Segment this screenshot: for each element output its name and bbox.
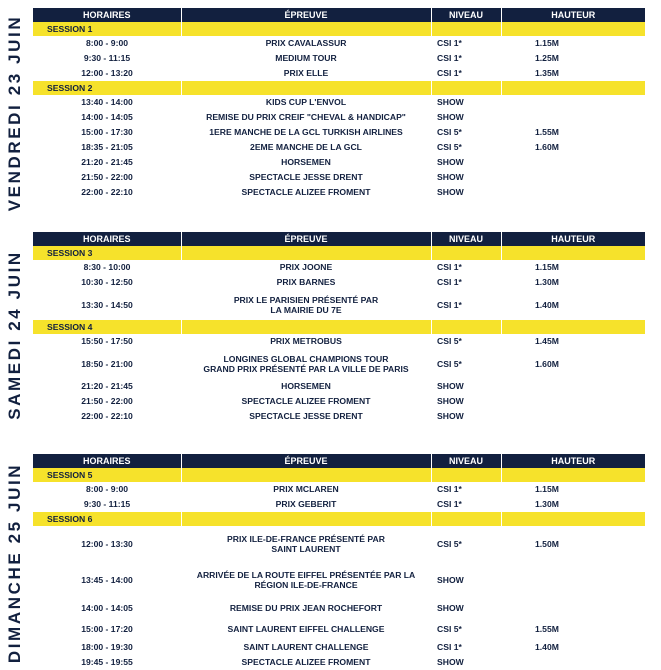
session-fill — [181, 246, 431, 260]
event-line: SPECTACLE JESSE DRENT — [249, 411, 363, 422]
height-cell: 1.60M — [535, 358, 559, 369]
event-line: GRAND PRIX PRÉSENTÉ PAR LA VILLE DE PARIS — [203, 364, 409, 374]
event-cell — [181, 155, 431, 170]
session-fill — [181, 81, 431, 95]
session-row — [33, 512, 645, 526]
header-hauteur: HAUTEUR — [501, 454, 645, 468]
event-cell — [181, 482, 431, 497]
event-line: PRIX JOONE — [279, 262, 333, 273]
time-cell: 10:30 - 12:50 — [81, 277, 133, 288]
height-cell: 1.40M — [535, 642, 559, 653]
level-cell: CSI 5* — [437, 358, 462, 369]
header-epreuve: ÉPREUVE — [181, 232, 431, 246]
session-fill — [501, 81, 645, 95]
time-cell: 14:00 - 14:05 — [81, 603, 133, 614]
event-line: PRIX MCLAREN — [273, 484, 339, 495]
event-line: 2EME MANCHE DE LA GCL — [250, 142, 362, 153]
schedule-table — [33, 8, 645, 200]
event-line: REMISE DU PRIX CREIF "CHEVAL & HANDICAP" — [206, 112, 406, 123]
event-line: SAINT LAURENT EIFFEL CHALLENGE — [227, 624, 385, 635]
height-cell: 1.35M — [535, 68, 559, 79]
table-row — [33, 125, 645, 140]
height-cell — [501, 155, 645, 170]
event-cell — [181, 334, 431, 349]
event-cell — [181, 110, 431, 125]
time-cell: 18:50 - 21:00 — [81, 358, 133, 369]
session-fill — [501, 512, 645, 526]
header-row — [33, 454, 645, 468]
event-cell — [181, 640, 431, 655]
table-row — [33, 526, 645, 562]
height-cell: 1.30M — [535, 277, 559, 288]
session-row — [33, 468, 645, 482]
time-cell: 21:20 - 21:45 — [81, 381, 133, 392]
event-cell — [181, 125, 431, 140]
height-cell — [501, 185, 645, 200]
time-cell: 8:00 - 9:00 — [85, 38, 129, 49]
level-cell: CSI 1* — [437, 484, 462, 495]
level-cell: CSI 1* — [437, 68, 462, 79]
level-cell: CSI 1* — [437, 262, 462, 273]
event-cell — [181, 95, 431, 110]
height-cell — [501, 95, 645, 110]
time-cell: 13:45 - 14:00 — [81, 574, 133, 585]
table-row — [33, 482, 645, 497]
height-cell: 1.60M — [535, 142, 559, 153]
table-row — [33, 155, 645, 170]
height-cell — [501, 170, 645, 185]
time-cell: 18:00 - 19:30 — [81, 642, 133, 653]
level-cell: SHOW — [437, 603, 464, 614]
time-cell: 21:50 - 22:00 — [81, 396, 133, 407]
header-epreuve: ÉPREUVE — [181, 454, 431, 468]
event-line: MEDIUM TOUR — [275, 53, 337, 64]
header-horaires: HORAIRES — [33, 8, 181, 22]
event-line: HORSEMEN — [281, 157, 331, 168]
height-cell: 1.15M — [535, 262, 559, 273]
time-cell: 13:30 - 14:50 — [81, 299, 133, 310]
height-cell — [501, 409, 645, 424]
session-fill — [431, 512, 501, 526]
session-fill — [431, 246, 501, 260]
time-cell: 12:00 - 13:20 — [81, 68, 133, 79]
table-row — [33, 640, 645, 655]
time-cell: 14:00 - 14:05 — [81, 112, 133, 123]
time-cell: 21:50 - 22:00 — [81, 172, 133, 183]
header-hauteur: HAUTEUR — [501, 8, 645, 22]
schedule-table — [33, 232, 645, 424]
day-block — [0, 454, 661, 668]
header-niveau: NIVEAU — [431, 232, 501, 246]
event-cell — [181, 290, 431, 320]
height-cell — [501, 110, 645, 125]
event-line: PRIX CAVALASSUR — [265, 38, 347, 49]
event-cell — [181, 140, 431, 155]
header-horaires: HORAIRES — [33, 454, 181, 468]
table-row — [33, 110, 645, 125]
day-label-text: VENDREDI 23 JUIN — [5, 14, 24, 211]
table-row — [33, 290, 645, 320]
height-cell: 1.15M — [535, 484, 559, 495]
level-cell: SHOW — [437, 97, 464, 108]
session-fill — [431, 81, 501, 95]
event-cell — [181, 260, 431, 275]
event-cell — [181, 66, 431, 81]
table-row — [33, 66, 645, 81]
level-cell: CSI 5* — [437, 127, 462, 138]
level-cell: SHOW — [437, 112, 464, 123]
height-cell — [501, 379, 645, 394]
header-niveau: NIVEAU — [431, 454, 501, 468]
event-cell — [181, 497, 431, 512]
table-row — [33, 185, 645, 200]
event-line: PRIX GEBERIT — [275, 499, 337, 510]
event-cell — [181, 655, 431, 670]
level-cell: SHOW — [437, 657, 464, 668]
event-cell — [181, 562, 431, 598]
session-name: SESSION 5 — [33, 468, 181, 482]
session-fill — [181, 320, 431, 334]
table-row — [33, 409, 645, 424]
day-label — [0, 14, 30, 211]
table-row — [33, 334, 645, 349]
event-line: SPECTACLE ALIZEE FROMENT — [241, 187, 371, 198]
session-name: SESSION 1 — [33, 22, 181, 36]
event-line: PRIX LE PARISIEN PRÉSENTÉ PAR — [233, 294, 379, 305]
event-cell — [181, 51, 431, 66]
level-cell: SHOW — [437, 172, 464, 183]
session-name: SESSION 4 — [33, 320, 181, 334]
height-cell: 1.55M — [535, 624, 559, 635]
session-fill — [181, 22, 431, 36]
level-cell: SHOW — [437, 157, 464, 168]
event-cell — [181, 619, 431, 640]
header-niveau: NIVEAU — [431, 8, 501, 22]
event-line: PRIX BARNES — [276, 277, 336, 288]
table-row — [33, 598, 645, 619]
level-cell: CSI 5* — [437, 336, 462, 347]
session-fill — [501, 246, 645, 260]
time-cell: 15:00 - 17:20 — [81, 624, 133, 635]
header-hauteur: HAUTEUR — [501, 232, 645, 246]
event-line: LA MAIRIE DU 7E — [270, 305, 342, 315]
header-epreuve: ÉPREUVE — [181, 8, 431, 22]
height-cell — [501, 655, 645, 670]
table-row — [33, 36, 645, 51]
level-cell: CSI 5* — [437, 538, 462, 549]
session-name: SESSION 6 — [33, 512, 181, 526]
session-fill — [181, 512, 431, 526]
level-cell: CSI 5* — [437, 142, 462, 153]
session-fill — [501, 22, 645, 36]
session-fill — [501, 320, 645, 334]
schedule-table — [33, 454, 645, 670]
session-fill — [431, 22, 501, 36]
height-cell — [501, 562, 645, 598]
height-cell: 1.40M — [535, 299, 559, 310]
table-row — [33, 619, 645, 640]
event-line: PRIX ILE-DE-FRANCE PRÉSENTÉ PAR — [227, 533, 385, 544]
time-cell: 21:20 - 21:45 — [81, 157, 133, 168]
level-cell: CSI 1* — [437, 38, 462, 49]
event-line: SAINT LAURENT — [271, 544, 341, 554]
level-cell: CSI 1* — [437, 299, 462, 310]
time-cell: 13:40 - 14:00 — [81, 97, 133, 108]
time-cell: 9:30 - 11:15 — [83, 53, 131, 64]
event-line: SAINT LAURENT CHALLENGE — [243, 642, 369, 653]
table-row — [33, 379, 645, 394]
event-line: PRIX METROBUS — [270, 336, 342, 347]
table-row — [33, 497, 645, 512]
level-cell: SHOW — [437, 381, 464, 392]
event-line: REMISE DU PRIX JEAN ROCHEFORT — [229, 603, 383, 614]
event-cell — [181, 275, 431, 290]
time-cell: 19:45 - 19:55 — [81, 657, 133, 668]
table-row — [33, 655, 645, 670]
event-line: PRIX ELLE — [283, 68, 329, 79]
table-row — [33, 394, 645, 409]
event-line: SPECTACLE ALIZEE FROMENT — [241, 657, 371, 668]
session-fill — [431, 320, 501, 334]
event-cell — [181, 36, 431, 51]
table-row — [33, 170, 645, 185]
day-label-text: DIMANCHE 25 JUIN — [5, 462, 24, 664]
level-cell: CSI 1* — [437, 277, 462, 288]
event-cell — [181, 170, 431, 185]
header-row — [33, 8, 645, 22]
table-row — [33, 349, 645, 379]
event-cell — [181, 379, 431, 394]
time-cell: 8:30 - 10:00 — [83, 262, 131, 273]
table-row — [33, 51, 645, 66]
session-name: SESSION 3 — [33, 246, 181, 260]
height-cell — [501, 394, 645, 409]
event-line: HORSEMEN — [281, 381, 331, 392]
event-cell — [181, 409, 431, 424]
table-row — [33, 140, 645, 155]
session-name: SESSION 2 — [33, 81, 181, 95]
day-block — [0, 8, 661, 211]
session-row — [33, 22, 645, 36]
time-cell: 15:00 - 17:30 — [81, 127, 133, 138]
level-cell: SHOW — [437, 396, 464, 407]
event-line: SPECTACLE ALIZEE FROMENT — [241, 396, 371, 407]
time-cell: 15:50 - 17:50 — [81, 336, 133, 347]
level-cell: CSI 5* — [437, 624, 462, 635]
event-line: SPECTACLE JESSE DRENT — [249, 172, 363, 183]
time-cell: 12:00 - 13:30 — [81, 538, 133, 549]
event-line: 1ERE MANCHE DE LA GCL TURKISH AIRLINES — [209, 127, 403, 138]
day-block — [0, 232, 661, 424]
height-cell: 1.30M — [535, 499, 559, 510]
event-cell — [181, 526, 431, 562]
day-label-text: SAMEDI 24 JUIN — [5, 250, 24, 420]
table-row — [33, 95, 645, 110]
time-cell: 22:00 - 22:10 — [81, 411, 133, 422]
header-row — [33, 232, 645, 246]
level-cell: CSI 1* — [437, 642, 462, 653]
event-cell — [181, 394, 431, 409]
table-row — [33, 275, 645, 290]
day-label — [0, 246, 30, 424]
session-fill — [501, 468, 645, 482]
table-row — [33, 562, 645, 598]
session-fill — [181, 468, 431, 482]
event-line: LONGINES GLOBAL CHAMPIONS TOUR — [223, 353, 389, 364]
session-row — [33, 246, 645, 260]
level-cell: SHOW — [437, 411, 464, 422]
height-cell — [501, 598, 645, 619]
session-fill — [431, 468, 501, 482]
event-cell — [181, 349, 431, 379]
height-cell: 1.25M — [535, 53, 559, 64]
time-cell: 8:00 - 9:00 — [85, 484, 129, 495]
height-cell: 1.50M — [535, 538, 559, 549]
time-cell: 22:00 - 22:10 — [81, 187, 133, 198]
height-cell: 1.15M — [535, 38, 559, 49]
height-cell: 1.55M — [535, 127, 559, 138]
level-cell: SHOW — [437, 187, 464, 198]
event-line: RÉGION ILE-DE-FRANCE — [254, 580, 358, 590]
event-line: KIDS CUP L'ENVOL — [265, 97, 347, 108]
time-cell: 9:30 - 11:15 — [83, 499, 131, 510]
table-row — [33, 260, 645, 275]
event-line: ARRIVÉE DE LA ROUTE EIFFEL PRÉSENTÉE PAR LA — [196, 569, 416, 580]
level-cell: CSI 1* — [437, 53, 462, 64]
event-cell — [181, 185, 431, 200]
level-cell: CSI 1* — [437, 499, 462, 510]
session-row — [33, 81, 645, 95]
height-cell: 1.45M — [535, 336, 559, 347]
session-row — [33, 320, 645, 334]
day-label — [0, 462, 30, 664]
time-cell: 18:35 - 21:05 — [81, 142, 133, 153]
event-cell — [181, 598, 431, 619]
level-cell: SHOW — [437, 574, 464, 585]
header-horaires: HORAIRES — [33, 232, 181, 246]
